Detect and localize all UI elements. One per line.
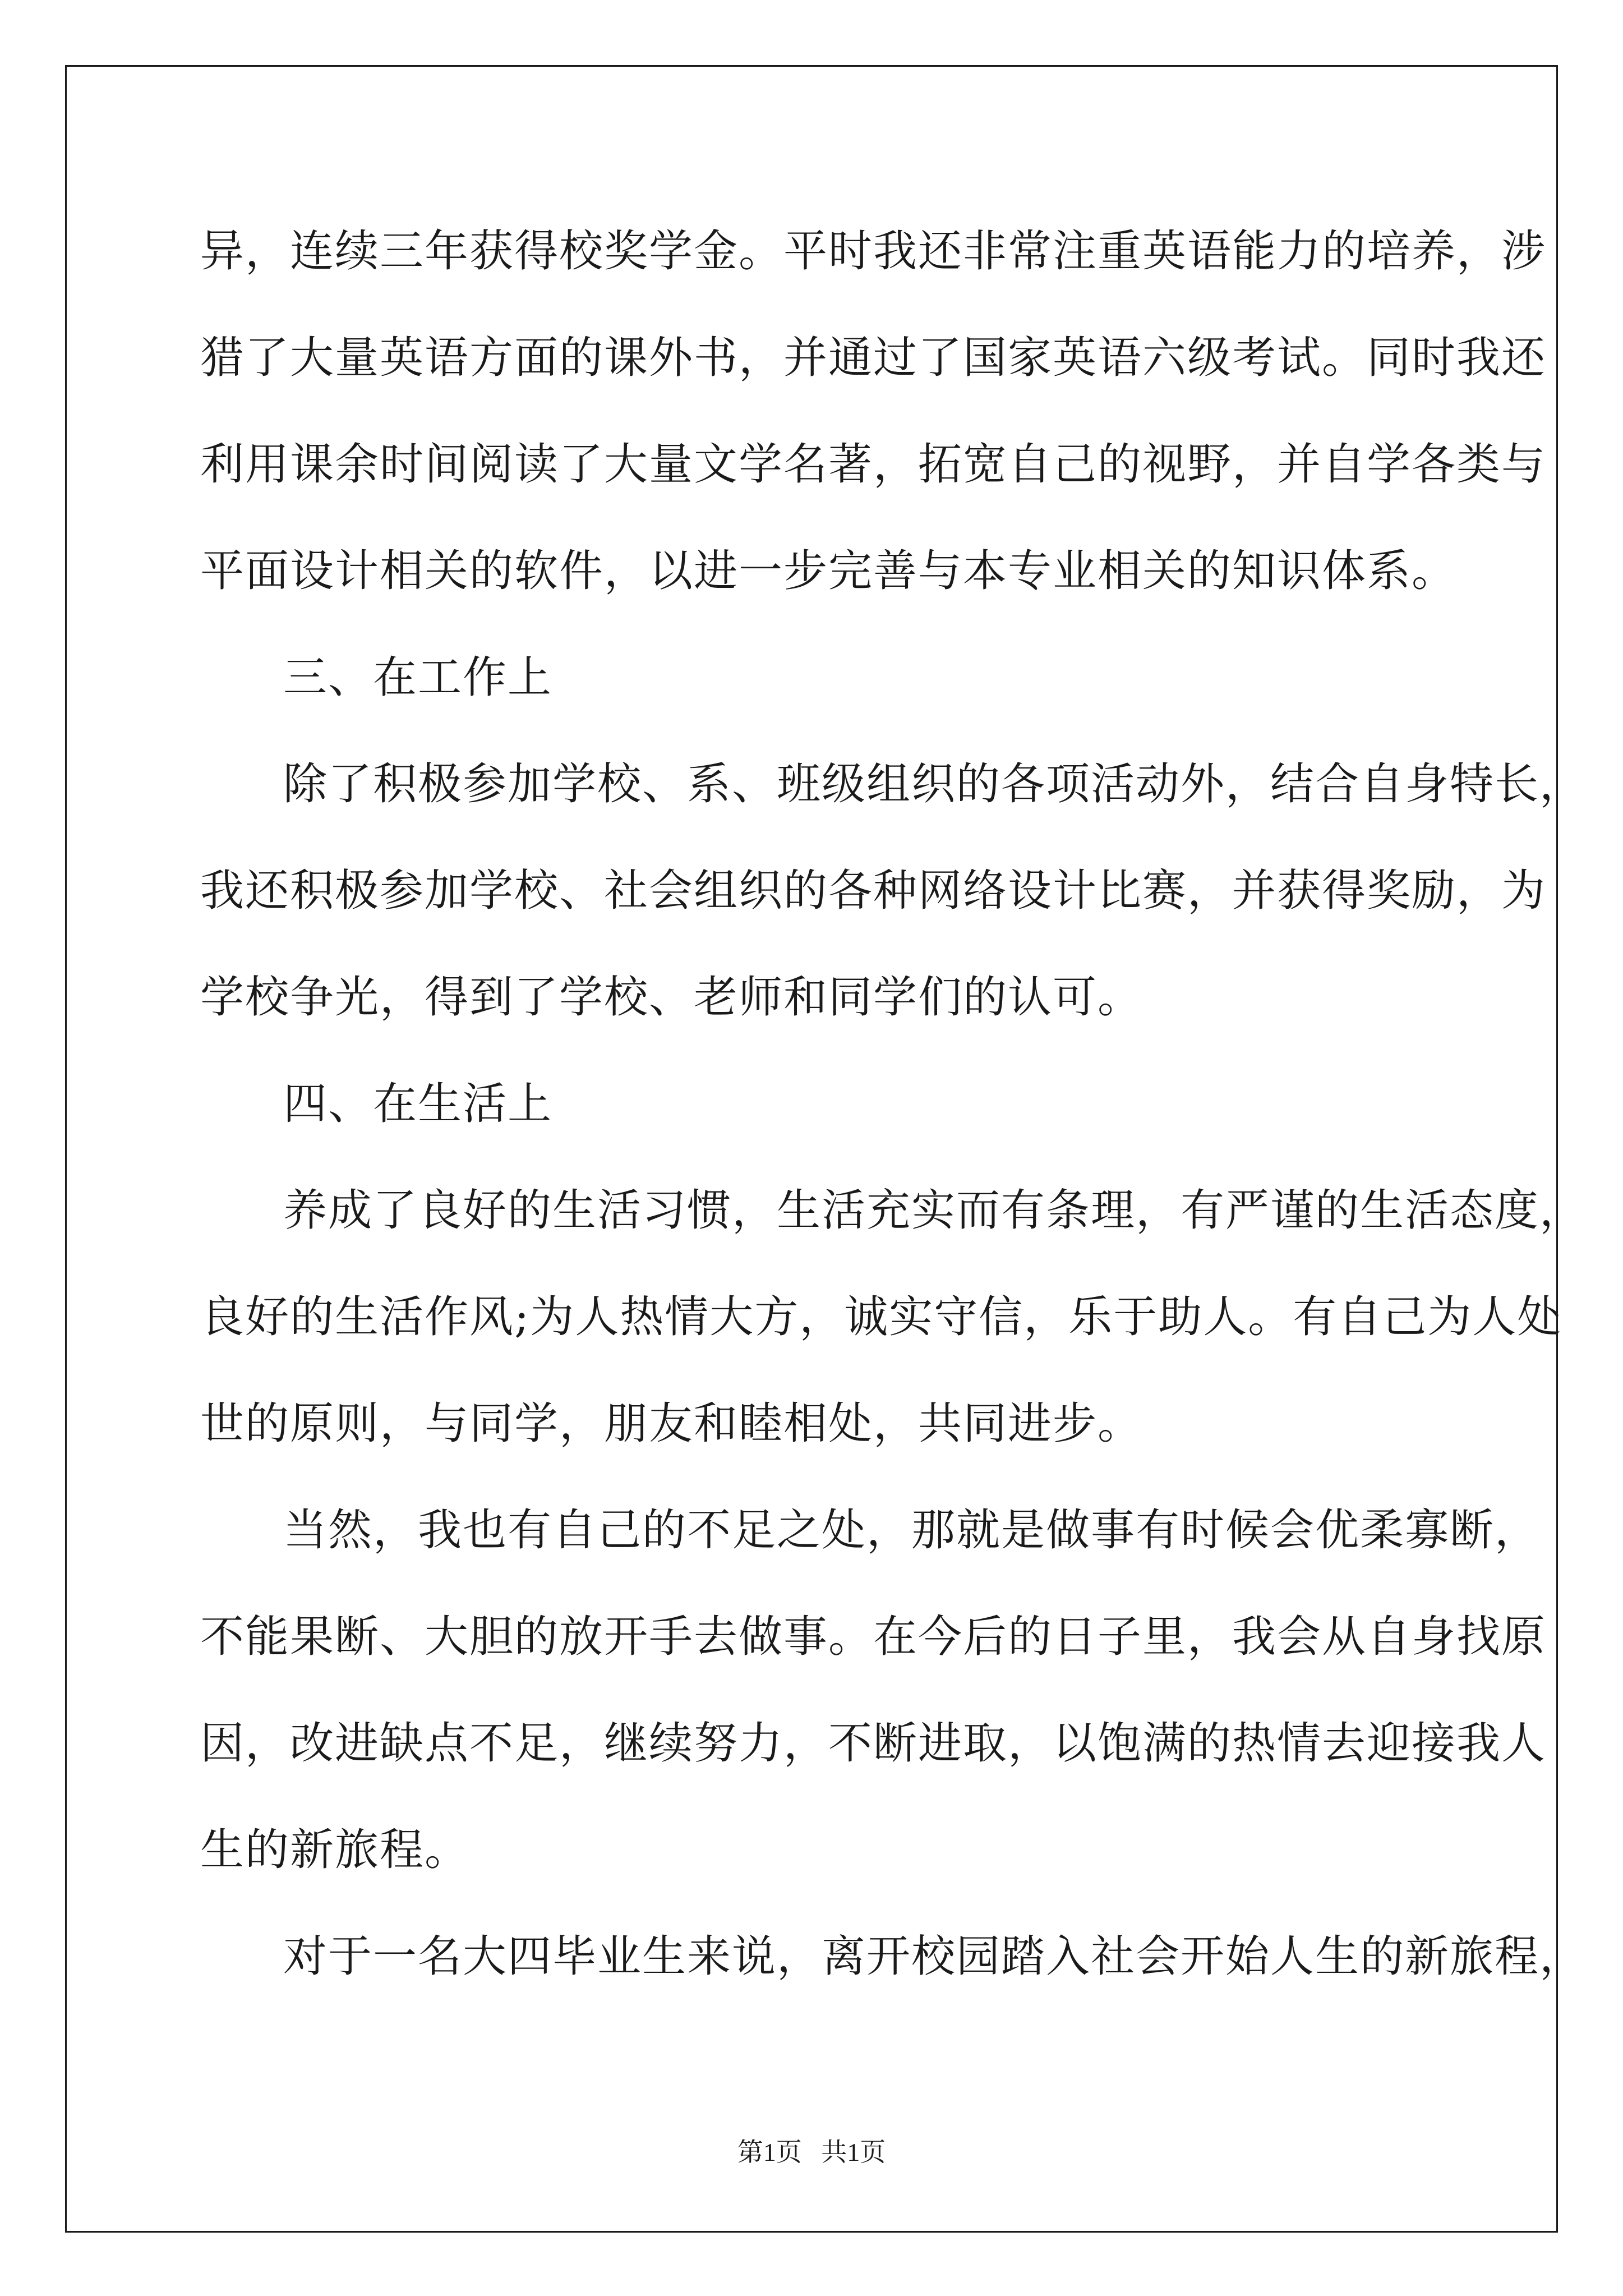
section-heading: 四、在生活上: [283, 1079, 553, 1129]
text-line: 养成了良好的生活习惯，生活充实而有条理，有严谨的生活态度，: [283, 1185, 1585, 1236]
text-line: 不能果断、大胆的放开手去做事。在今后的日子里，我会从自身找原: [200, 1612, 1547, 1662]
text-line: 利用课余时间阅读了大量文学名著，拓宽自己的视野，并自学各类与: [200, 439, 1547, 490]
text-line: 学校争光，得到了学校、老师和同学们的认可。: [200, 972, 1143, 1023]
text-line: 当然，我也有自己的不足之处，那就是做事有时候会优柔寡断，: [283, 1505, 1540, 1556]
text-line: 异，连续三年获得校奖学金。平时我还非常注重英语能力的培养，涉: [200, 226, 1547, 277]
page-footer: 第1页 共1页: [737, 2138, 886, 2166]
text-line: 猎了大量英语方面的课外书，并通过了国家英语六级考试。同时我还: [200, 333, 1547, 383]
text-line: 世的原则，与同学，朋友和睦相处，共同进步。: [200, 1398, 1143, 1449]
text-line: 生的新旅程。: [200, 1825, 470, 1875]
text-line: 良好的生活作风;为人热情大方，诚实守信，乐于助人。有自己为人处: [200, 1292, 1562, 1342]
text-line: 除了积极参加学校、系、班级组织的各项活动外，结合自身特长，: [283, 759, 1585, 809]
page-border: [65, 65, 1558, 2233]
text-line: 平面设计相关的软件，以进一步完善与本专业相关的知识体系。: [200, 546, 1457, 596]
text-line: 我还积极参加学校、社会组织的各种网络设计比赛，并获得奖励，为: [200, 866, 1547, 916]
section-heading: 三、在工作上: [283, 652, 553, 703]
text-line: 因，改进缺点不足，继续努力，不断进取，以饱满的热情去迎接我人: [200, 1718, 1547, 1769]
text-line: 对于一名大四毕业生来说，离开校园踏入社会开始人生的新旅程，: [283, 1931, 1585, 1982]
